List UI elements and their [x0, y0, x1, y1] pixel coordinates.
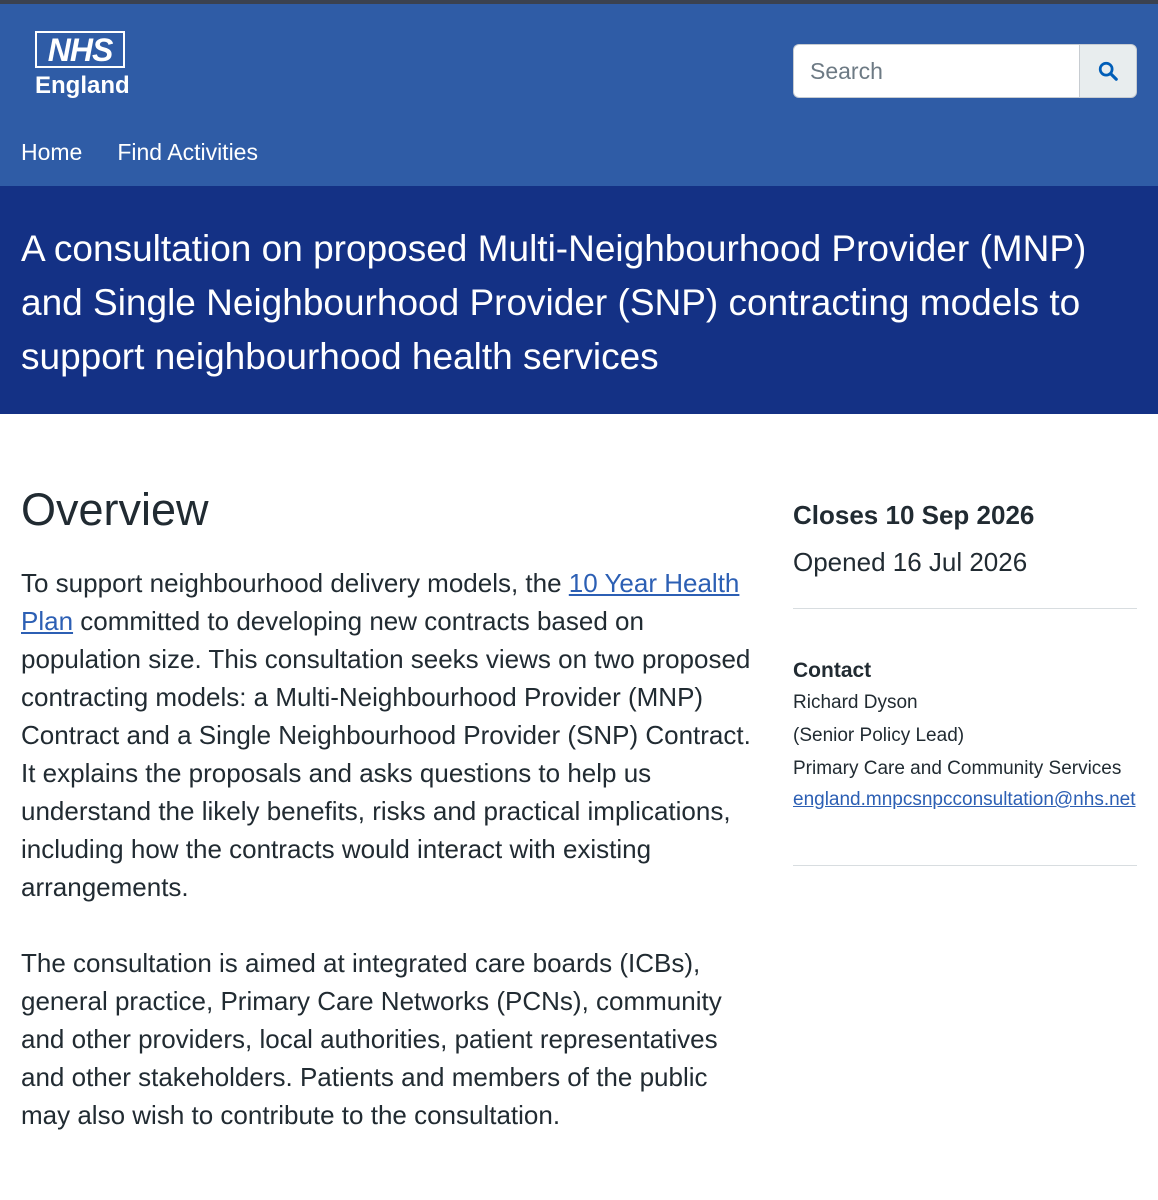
page-title: A consultation on proposed Multi-Neighbourhood Provider (MNP) and Single Neighbourhood Provider (SNP) contracting models to support neighbourhood health services	[21, 228, 1087, 377]
contact-name: Richard Dyson	[793, 692, 918, 713]
nav-home[interactable]: Home	[21, 139, 83, 165]
logo-mark: NHS	[47, 31, 113, 68]
hero-banner	[0, 186, 1158, 414]
search-input[interactable]	[793, 44, 1079, 98]
nhs-england-logo[interactable]	[35, 31, 130, 99]
contact-role: (Senior Policy Lead)	[793, 725, 965, 746]
search-icon	[1097, 60, 1119, 82]
contact-heading: Contact	[793, 659, 872, 682]
overview-text-end: committed to developing new contracts based on population size. This consultation seeks views on two proposed contracting models: a Multi-Neighbourhood Provider (MNP) Contract and a Single Neighbourhood Provider (SNP) Contract. It explains the proposals and asks questions to help us understand the likely benefits, risks and practical implications, including how the contracts would interact with existing arrangements.	[21, 606, 751, 902]
contact-team: Primary Care and Community Services	[793, 758, 1122, 779]
health-plan-link[interactable]: 10 Year Health Plan	[21, 568, 740, 636]
closing-date: Closes 10 Sep 2026	[793, 500, 1035, 530]
overview-text-start: To support neighbourhood delivery models, the	[21, 568, 569, 598]
overview-section	[21, 486, 751, 1134]
divider	[793, 865, 1137, 866]
search-button[interactable]	[1079, 44, 1137, 98]
overview-paragraph-1	[21, 564, 751, 906]
consultation-sidebar	[793, 496, 1138, 866]
logo-text: England	[35, 72, 130, 99]
overview-paragraph-2: The consultation is aimed at integrated care boards (ICBs), general practice, Primary Care Networks (PCNs), community and other providers, local authorities, patient representatives and other stakeholders. Patients and members of the public may also wish to contribute to the consultation.	[21, 948, 722, 1130]
overview-heading: Overview	[21, 484, 209, 535]
search-form	[793, 44, 1137, 98]
contact-email-link[interactable]: england.mnpcsnpcconsultation@nhs.net	[793, 789, 1136, 810]
opening-date: Opened 16 Jul 2026	[793, 547, 1028, 577]
nav-find-activities[interactable]: Find Activities	[117, 139, 258, 165]
nhs-logo-box	[35, 31, 125, 68]
divider	[793, 608, 1137, 609]
primary-nav	[21, 140, 258, 165]
site-header	[0, 4, 1158, 186]
